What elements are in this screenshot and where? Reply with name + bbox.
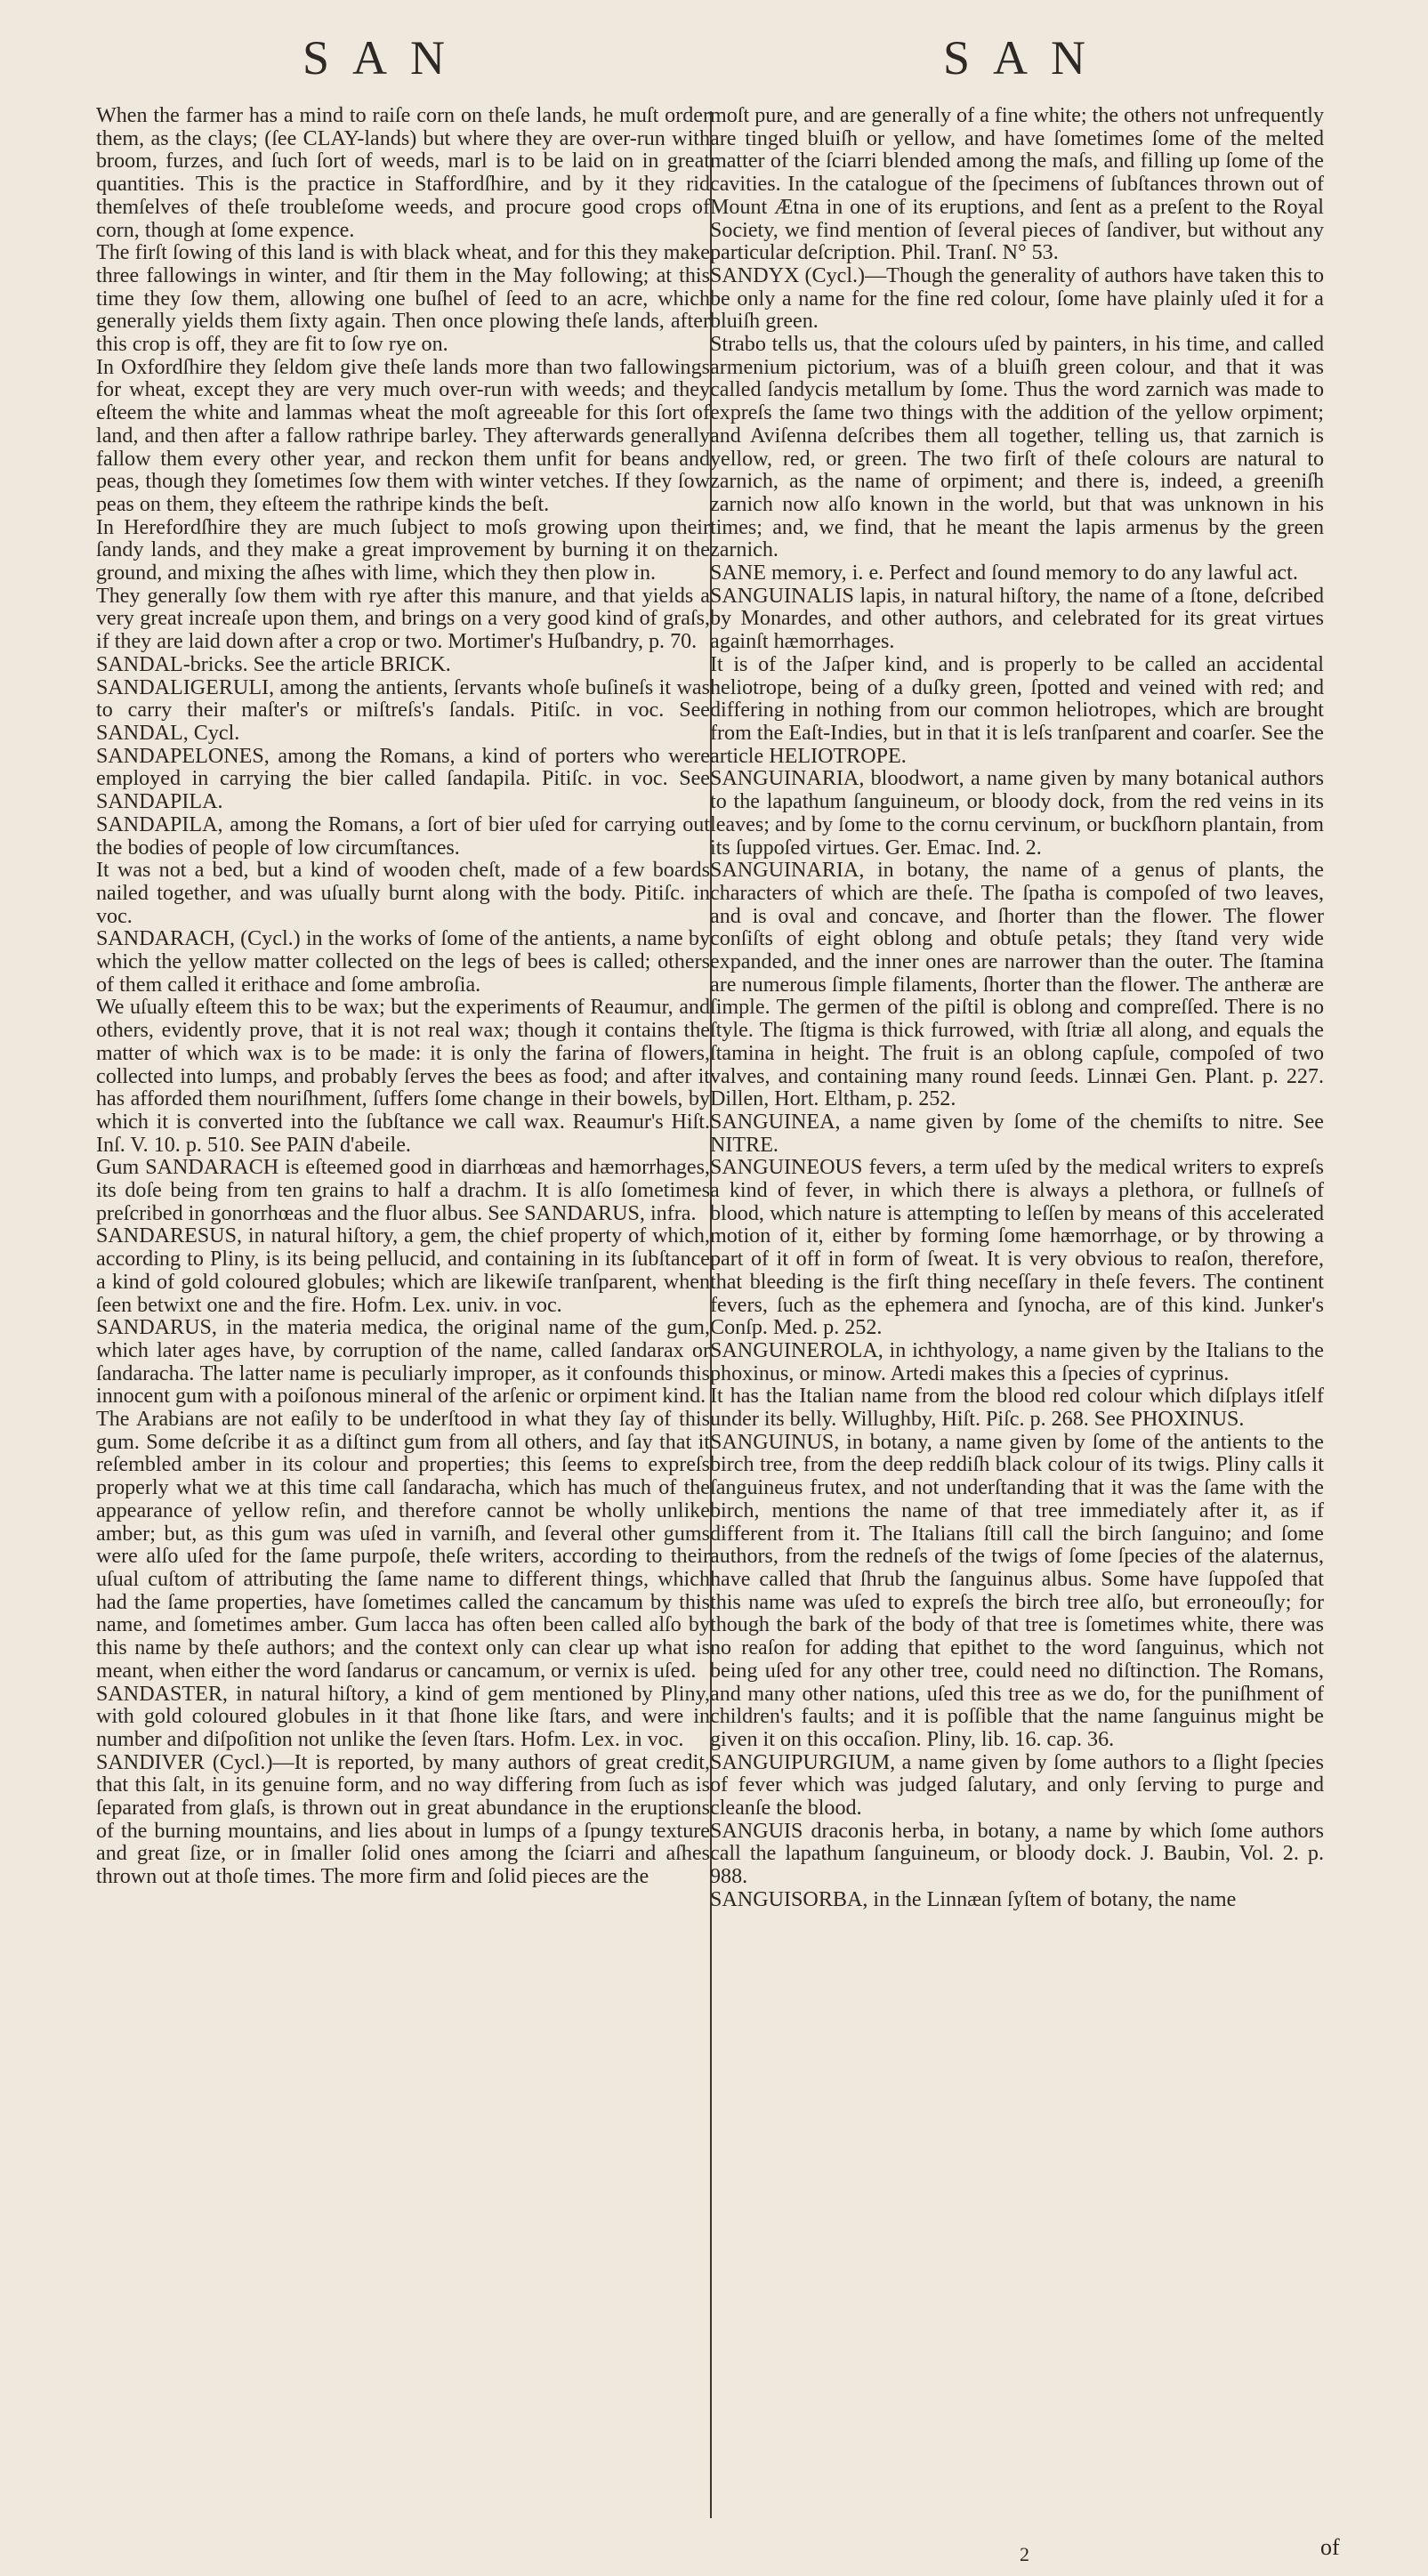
entry-paragraph: SANGUINUS, in botany, a name given by ſome of the antients to the birch tree, from the deep reddiſh black colour of its twigs. Pliny calls it ſanguineus frutex, and not underſtanding that it was the ſame with the birch, mentions the name of that tree immediately after it, as if different from it. The Italians ſtill call the birch ſanguino; and ſome authors, from the redneſs of the twigs of ſome ſpecies of the alaternus, have called that ſhrub the ſanguinus albus. Some have ſuppoſed that this name was uſed to expreſs the birch tree alſo, but erroneouſly; for though the bark of the body of that tree is ſometimes white, there was no reaſon for adding that epithet to the word ſanguinus, which not being uſed for any other tree, could need no diſtinction. The Romans, and many other nations, uſed this tree as we do, for the puniſhment of children's faults; and it is poſſible that the name ſanguinus might be given it on this occaſion. Pliny, lib. 16. cap. 36. [710,1430,1324,1751]
entry-paragraph: SANDAPILA, among the Romans, a ſort of bier uſed for carrying out the bodies of people of low circumſtances. [96,812,710,860]
entry-paragraph: They generally ſow them with rye after this manure, and that yields a very great increaſe upon them, and brings on a very good kind of graſs, if they are laid down after a crop or two. Mortimer's Huſbandry, p. 70. [96,584,710,654]
entry-paragraph: It is of the Jaſper kind, and is properly to be called an accidental heliotrope, being of a duſky green, ſpotted and veined with red; and differing in nothing from our common heliotropes, which are brought from the Eaſt-Indies, but in that it is leſs tranſparent and coarſer. See the article HELIOTROPE. [710,652,1324,768]
entry-paragraph: SANE memory, i. e. Perfect and ſound memory to do any lawful act. [710,561,1298,585]
entry-paragraph: We uſually eſteem this to be wax; but the experiments of Reaumur, and others, evidently prove, that it is not real wax; though it contains the matter of which wax is to be made: it is only the farina of flowers, collected into lumps, and probably ſerves the bees as food; and after it has afforded them nouriſhment, ſuffers ſome change in their bowels, by which it is converted into the ſubſtance we call wax. Reaumur's Hiſt. Inſ. V. 10. p. 510. See PAIN d'abeile. [96,996,710,1157]
entry-paragraph: moſt pure, and are generally of a fine white; the others not unfrequently are tinged bluiſh or yellow, and have ſometimes ſome of the melted matter of the ſciarri blended among the maſs, and filling up ſome of the cavities. In the catalogue of the ſpecimens of ſubſtances thrown out of Mount Ætna in one of its eruptions, and ſent as a preſent to the Royal Society, we find mention of ſeveral pieces of ſandiver, but without any particular deſcription. Phil. Tranſ. N° 53. [710,104,1324,265]
entry-paragraph: SANDARACH, (Cycl.) in the works of ſome of the antients, a name by which the yellow matter collected on the legs of bees is called; others of them called it erithace and ſome ambroſia. [96,927,710,997]
entry-paragraph: SANDAL-bricks. See the article BRICK. [96,652,451,676]
entry-paragraph: SANGUINEROLA, in ichthyology, a name given by the Italians to the phoxinus, or minow. Artedi makes this a ſpecies of cyprinus. [710,1338,1324,1385]
entry-paragraph: When the farmer has a mind to raiſe corn on theſe lands, he muſt order them, as the clays; (ſee CLAY-lands) but where they are over-run with broom, furzes, and ſuch ſort of weeds, marl is to be laid on in great quantities. This is the practice in Staffordſhire, and by it they rid themſelves of theſe troubleſome weeds, and procure good crops of corn, though at ſome expence. [96,104,710,242]
page-number: 2 [1020,2543,1029,2565]
entry-paragraph: SANGUINARIA, bloodwort, a name given by many botanical authors to the lapathum ſanguineum, or bloody dock, from the red veins in its leaves; and by ſome to the cornu cervinum, or buckſhorn plantain, from its ſuppoſed virtues. Ger. Emac. Ind. 2. [710,767,1324,860]
entry-paragraph: SANGUINEOUS fevers, a term uſed by the medical writers to expreſs a kind of fever, in which there is always a plethora, or fullneſs of blood, which nature is attempting to leſſen by means of this accelerated motion of it, either by forming ſome hæmorrhage, or by throwing a part of it off in form of ſweat. It is very obvious to reaſon, therefore, that bleeding is the firſt thing neceſſary in theſe fevers. The continent fevers, ſuch as the ephemera and ſynocha, are of this kind. Junker's Conſp. Med. p. 252. [710,1156,1324,1340]
entry-paragraph: Strabo tells us, that the colours uſed by painters, in his time, and called armenium pictorium, was of a bluiſh green colour, and that it was called ſandycis metallum by ſome. Thus the word zarnich was made to expreſs the ſame two things with the addition of the yellow orpiment; and Aviſenna deſcribes them all together, telling us, that zarnich is yellow, red, or green. The two firſt of theſe colours are natural to zarnich, as the name of orpiment; and there is, indeed, a greeniſh zarnich now alſo known in the world, but that was unknown in his times; and, we find, that he meant the lapis armenus by the green zarnich. [710,333,1324,562]
left-column [96,105,710,1889]
entry-paragraph: Gum SANDARACH is eſteemed good in diarrhœas and hæmorrhages, its doſe being from ten grains to half a drachm. It is alſo ſometimes preſcribed in gonorrhœas and the fluor albus. See SANDARUS, infra. [96,1156,710,1225]
entry-paragraph: SANGUIS draconis herba, in botany, a name by which ſome authors call the lapathum ſanguineum, or bloody dock. J. Baubin, Vol. 2. p. 988. [710,1819,1324,1889]
running-head-left: SAN [303,31,469,85]
entry-paragraph: The Arabians are not eaſily to be underſtood in what they ſay of this gum. Some deſcribe it as a diſtinct gum from all others, and ſay that it reſembled amber in its colour and properties; this ſeems to expreſs properly what we at this time call ſandaracha, which has much of the appearance of yellow reſin, and therefore cannot be wholly unlike amber; but, as this gum was uſed in varniſh, and ſeveral other gums were alſo uſed for the ſame purpoſe, theſe writers, according to their uſual cuſtom of attributing the ſame name to different things, which had the ſame properties, have ſometimes called the cancamum by this name, and ſometimes amber. Gum lacca has often been called alſo by this name by theſe authors; and the context only can clear up what is meant, when either the word ſandarus or cancamum, or vernix is uſed. [96,1408,710,1683]
entry-paragraph: SANDIVER (Cycl.)—It is reported, by many authors of great credit, that this ſalt, in its genuine form, and no way differing from ſuch as is ſeparated from glaſs, is thrown out in great abundance in the eruptions of the burning mountains, and lies about in lumps of a ſpungy texture and great ſize, or in ſmaller ſolid ones among the ſciarri and aſhes thrown out at thoſe times. The more firm and ſolid pieces are the [96,1750,710,1889]
catchword: of [1320,2534,1340,2560]
entry-paragraph: In Oxfordſhire they ſeldom give theſe lands more than two fallowings for wheat, except they are very much over-run with weeds; and they eſteem the white and lammas wheat the moſt agreeable for this ſort of land, and then after a fallow rathripe barley. They afterwards generally fallow them every other year, and reckon them unfit for beans and peas, though they ſometimes ſow them with winter vetches. If they ſow peas on them, they eſteem the rathripe kinds the beſt. [96,355,710,516]
entry-paragraph: SANDARUS, in the materia medica, the original name of the gum, which later ages have, by corruption of the name, called ſandarax or ſandaracha. The latter name is peculiarly improper, as it confounds this innocent gum with a poiſonous mineral of the arſenic or orpiment kind. [96,1316,710,1409]
entry-paragraph: In Herefordſhire they are much ſubject to moſs growing upon their ſandy lands, and they make a great improvement by burning it on the ground, and mixing the aſhes with lime, which they then plow in. [96,515,710,585]
entry-paragraph: SANGUIPURGIUM, a name given by ſome authors to a ſlight ſpecies of fever which was judged ſalutary, and only ſerving to purge and cleanſe the blood. [710,1750,1324,1821]
entry-paragraph: SANDARESUS, in natural hiſtory, a gem, the chief property of which, according to Pliny, is its being pellucid, and containing in its ſubſtance a kind of gold coloured globules; which are likewiſe tranſparent, when ſeen betwixt one and the fire. Hofm. Lex. univ. in voc. [96,1224,710,1317]
entry-paragraph: It was not a bed, but a kind of wooden cheſt, made of a few boards nailed together, and was uſually burnt along with the body. Pitiſc. in voc. [96,859,710,928]
entry-paragraph: SANGUINARIA, in botany, the name of a genus of plants, the characters of which are theſe. The ſpatha is compoſed of two leaves, and is oval and concave, and ſhorter than the flower. The flower conſiſts of eight oblong and obtuſe petals; they ſtand very wide expanded, and the inner ones are narrower than the outer. The ſtamina are numerous ſimple filaments, ſhorter than the flower. The antheræ are ſimple. The germen of the piſtil is oblong and compreſſed. There is no ſtyle. The ſtigma is thick furrowed, with ſtriæ all along, and equals the ſtamina in height. The fruit is an oblong capſule, compoſed of two valves, and containing many round ſeeds. Linnæi Gen. Plant. p. 227. Dillen, Hort. Eltham, p. 252. [710,859,1324,1111]
entry-paragraph: SANGUISORBA, in the Linnæan ſyſtem of botany, the name [710,1887,1237,1911]
running-head-right: SAN [943,31,1109,85]
entry-paragraph: SANDAPELONES, among the Romans, a kind of porters who were employed in carrying the bier called ſandapila. Pitiſc. in voc. See SANDAPILA. [96,744,710,814]
entry-paragraph: SANDASTER, in natural hiſtory, a kind of gem mentioned by Pliny, with gold coloured globules in it that ſhone like ſtars, and were in number and diſpoſition not unlike the ſeven ſtars. Hofm. Lex. in voc. [96,1682,710,1751]
entry-paragraph: SANGUINEA, a name given by ſome of the chemiſts to nitre. See NITRE. [710,1110,1324,1157]
entry-paragraph: SANDALIGERULI, among the antients, ſervants whoſe buſineſs it was to carry their maſter's or miſtreſs's ſandals. Pitiſc. in voc. See SANDAL, Cycl. [96,675,710,745]
entry-paragraph: SANGUINALIS lapis, in natural hiſtory, the name of a ſtone, deſcribed by Monardes, and other authors, and celebrated for its great virtues againſt hæmorrhages. [710,584,1324,654]
entry-paragraph: It has the Italian name from the blood red colour which diſplays itſelf under its belly. Willughby, Hiſt. Piſc. p. 268. See PHOXINUS. [710,1385,1324,1432]
entry-paragraph: The firſt ſowing of this land is with black wheat, and for this they make three fallowings in winter, and ſtir them in the May following; at this time they ſow them, allowing one buſhel of ſeed to an acre, which generally yields them ſixty again. Then once plowing theſe lands, after this crop is off, they are fit to ſow rye on. [96,241,710,357]
right-column [710,105,1324,1912]
entry-paragraph: SANDYX (Cycl.)—Though the generality of authors have taken this to be only a name for the fine red colour, ſome have plainly uſed it for a bluiſh green. [710,263,1324,334]
